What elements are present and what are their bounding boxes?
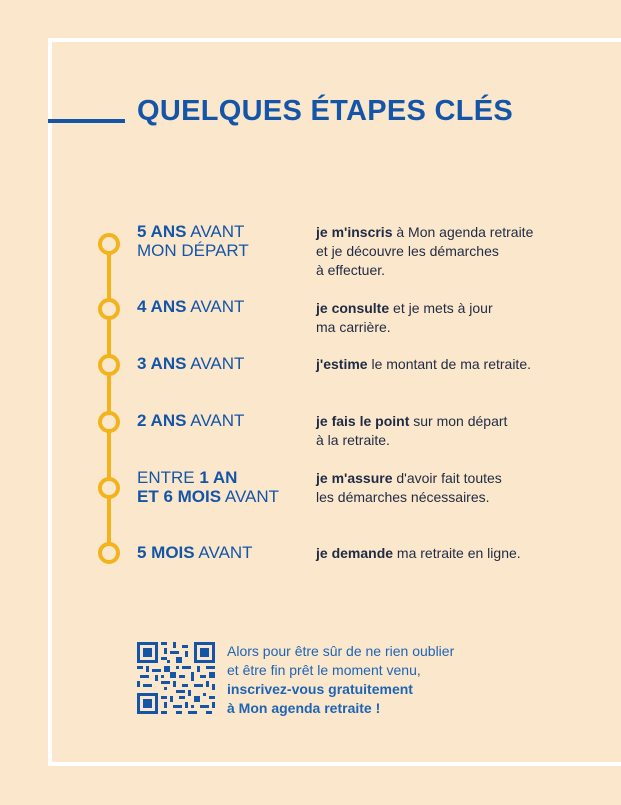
step-label-bold: 1 AN	[199, 468, 238, 487]
step-desc-bold: je fais le point	[316, 413, 410, 429]
step-desc-bold: je demande	[316, 545, 394, 561]
step-desc-line2: et je découvre les démarches	[316, 243, 499, 259]
step-desc-bold: je m'assure	[316, 470, 393, 486]
step-desc-rest: d'avoir fait toutes	[392, 470, 502, 486]
step-label-bold: 2 ANS	[137, 411, 187, 430]
step-desc-rest: le montant de ma retraite.	[367, 356, 531, 372]
step-label-line2-bold: ET 6 MOIS	[137, 487, 222, 506]
step-desc	[316, 412, 507, 450]
step-label-rest: AVANT	[194, 543, 253, 562]
step-desc-line3: à effectuer.	[316, 262, 386, 278]
step-label-bold: 5 MOIS	[137, 543, 195, 562]
step-label	[137, 468, 279, 506]
step-label	[137, 411, 244, 430]
step-label-line2-rest: AVANT	[221, 487, 280, 506]
timeline-dot	[98, 233, 120, 255]
timeline-dot	[98, 542, 120, 564]
step-label-bold: 3 ANS	[137, 354, 187, 373]
step-desc	[316, 223, 533, 280]
call-to-action	[227, 642, 454, 718]
timeline-dot	[98, 477, 120, 499]
step-label	[137, 354, 244, 373]
step-desc	[316, 469, 502, 507]
step-desc-line2: ma carrière.	[316, 319, 391, 335]
step-label-pre: ENTRE	[137, 468, 200, 487]
step-label	[137, 543, 253, 562]
step-desc	[316, 355, 531, 374]
step-desc-rest: et je mets à jour	[389, 300, 493, 316]
step-label	[137, 297, 244, 316]
step-desc	[316, 544, 521, 563]
cta-line1: Alors pour être sûr de ne rien oublier	[227, 643, 455, 659]
timeline-dot	[98, 411, 120, 433]
step-desc-rest: à Mon agenda retraite	[392, 224, 534, 240]
step-label-bold: 5 ANS	[137, 222, 187, 241]
step-label-rest: AVANT	[186, 222, 245, 241]
qr-code-icon[interactable]	[137, 642, 215, 714]
step-desc-bold: je consulte	[316, 300, 390, 316]
step-desc-rest: sur mon départ	[409, 413, 508, 429]
timeline-dot	[98, 298, 120, 320]
page-title: QUELQUES ÉTAPES CLÉS	[137, 95, 514, 127]
step-desc-line2: à la retraite.	[316, 432, 390, 448]
step-label	[137, 222, 249, 260]
step-label-rest: AVANT	[186, 411, 245, 430]
timeline-dot	[98, 354, 120, 376]
step-label-rest: AVANT	[186, 297, 245, 316]
step-label-line2: MON DÉPART	[137, 241, 249, 260]
step-label-rest: AVANT	[186, 354, 245, 373]
cta-line2: et être fin prêt le moment venu,	[227, 662, 421, 678]
step-desc	[316, 299, 493, 337]
step-label-bold: 4 ANS	[137, 297, 187, 316]
timeline-line	[107, 242, 111, 552]
cta-line3: inscrivez-vous gratuitement	[227, 681, 413, 697]
step-desc-rest: ma retraite en ligne.	[393, 545, 521, 561]
cta-line4: à Mon agenda retraite !	[227, 700, 381, 716]
title-rule	[48, 119, 125, 123]
step-desc-bold: j'estime	[316, 356, 368, 372]
step-desc-bold: je m'inscris	[316, 224, 393, 240]
step-desc-line2: les démarches nécessaires.	[316, 489, 490, 505]
